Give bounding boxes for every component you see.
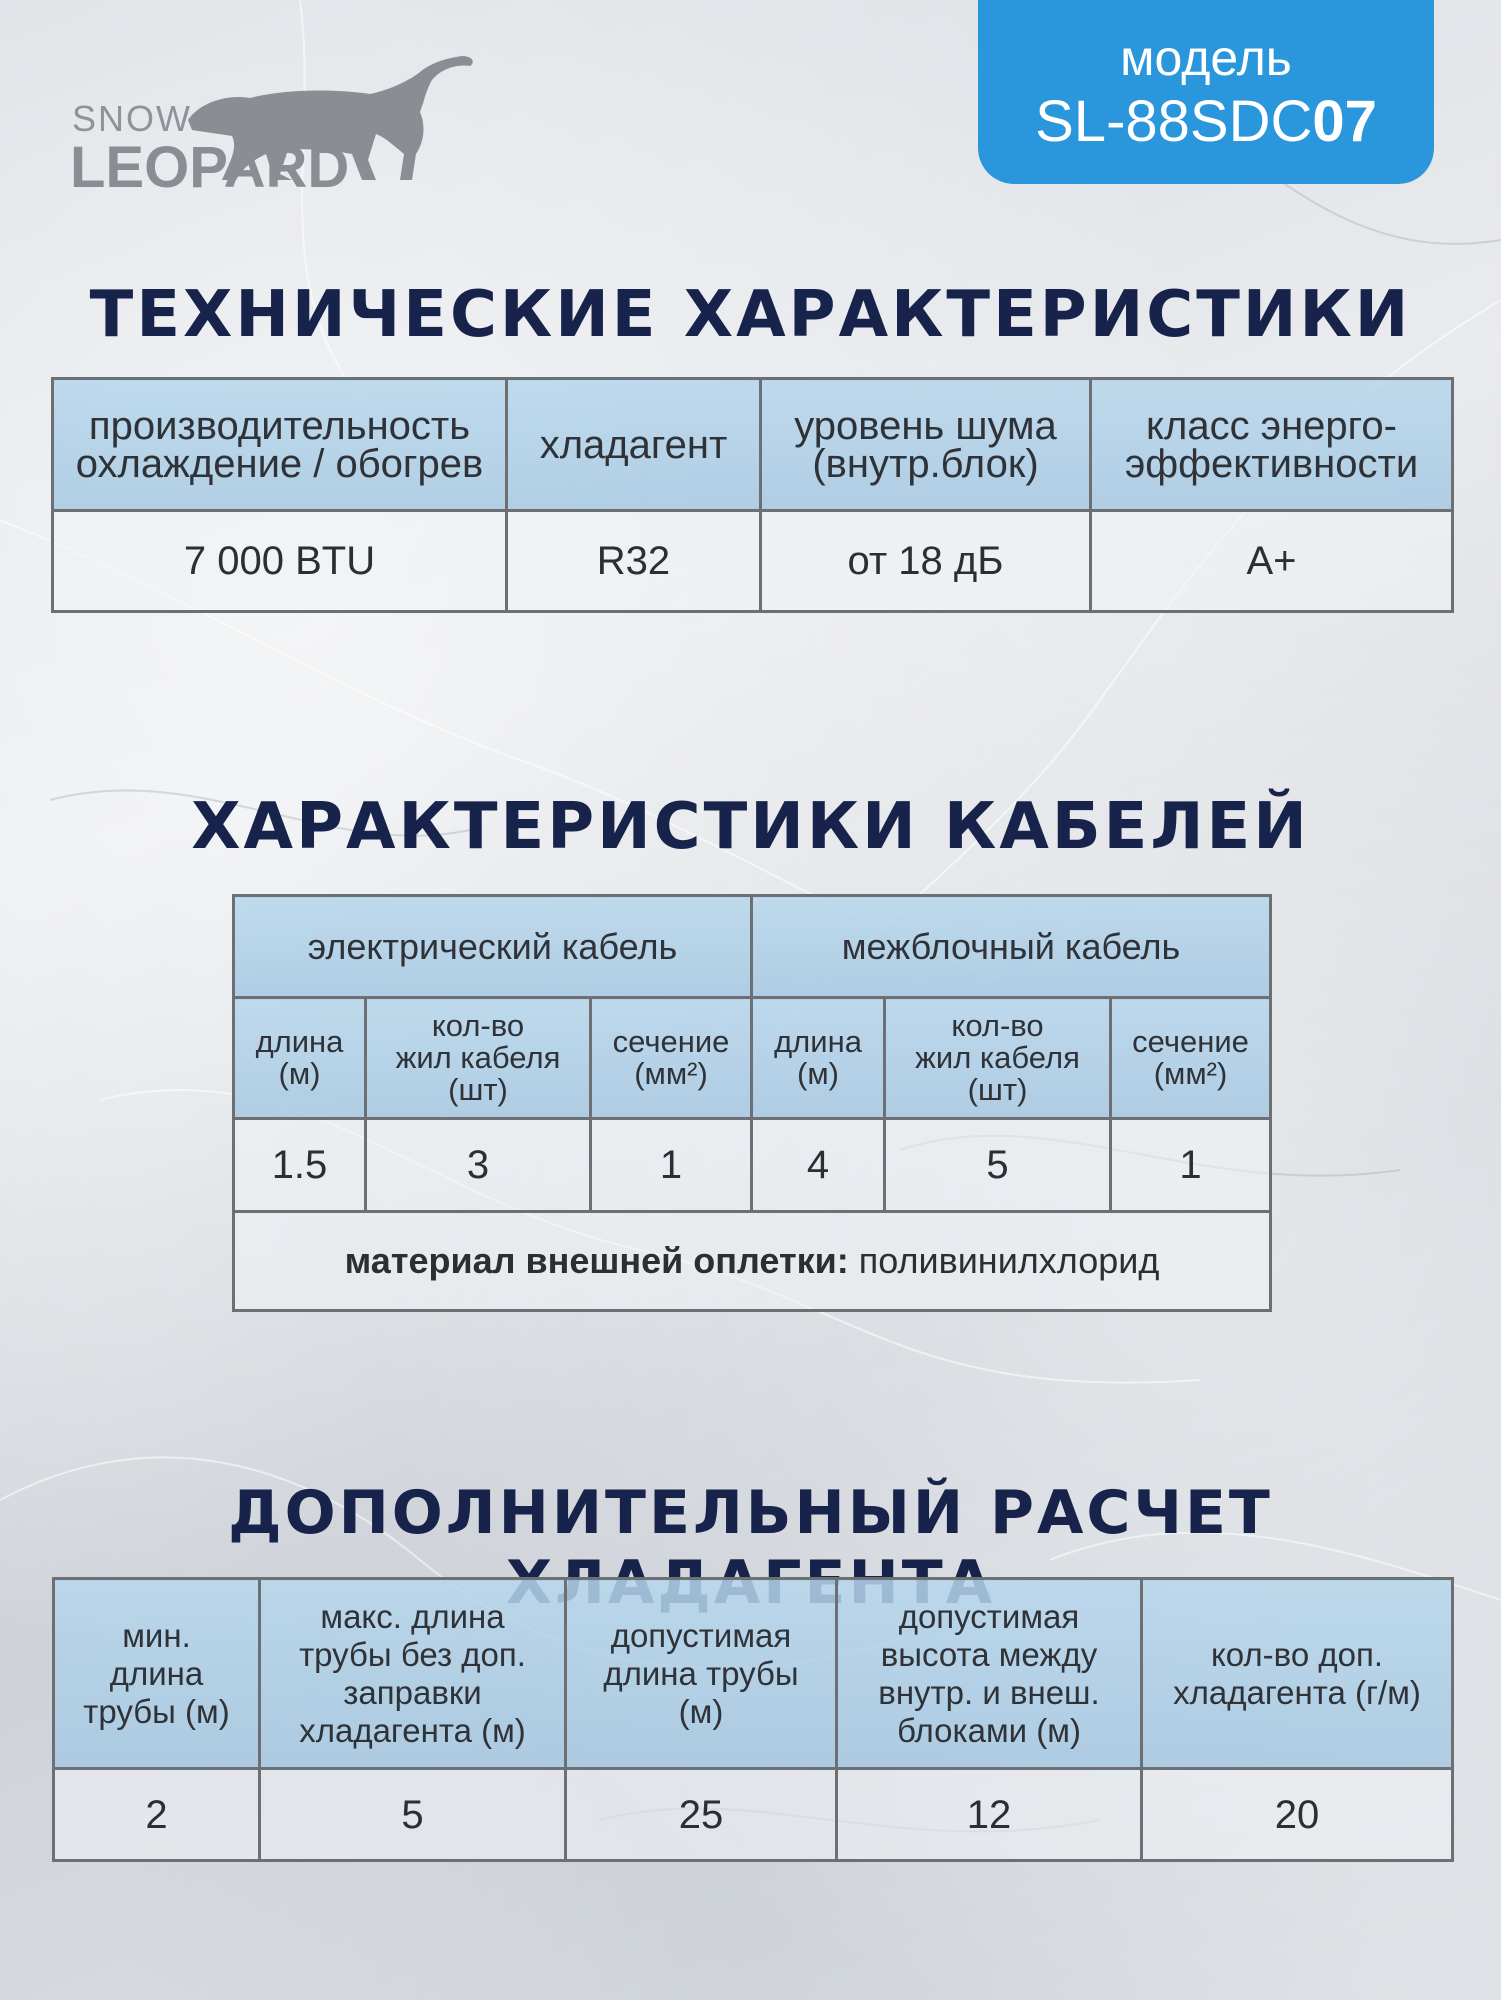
specs-value-capacity: 7 000 BTU bbox=[53, 511, 507, 612]
refrigerant-header-max-length-no-charge: макс. длина трубы без доп. заправки хладагента (м) bbox=[260, 1579, 566, 1769]
specs-header-refrigerant: хладагент bbox=[507, 379, 761, 511]
cables-value-cores-2: 5 bbox=[885, 1119, 1111, 1212]
cables-sub-cores-1: кол-во жил кабеля (шт) bbox=[366, 998, 591, 1119]
refrigerant-value-max-length-no-charge: 5 bbox=[260, 1769, 566, 1861]
cables-sheath-note bbox=[234, 1212, 1271, 1311]
cables-value-cores-1: 3 bbox=[366, 1119, 591, 1212]
cables-title: ХАРАКТЕРИСТИКИ КАБЕЛЕЙ bbox=[191, 790, 1310, 864]
specs-table bbox=[51, 377, 1454, 613]
refrigerant-value-allowed-length: 25 bbox=[566, 1769, 837, 1861]
specs-value-refrigerant: R32 bbox=[507, 511, 761, 612]
cables-group-interblock: межблочный кабель bbox=[752, 896, 1271, 998]
logo-text-leopard: LEOPARD bbox=[70, 135, 350, 200]
refrigerant-header-allowed-height: допустимая высота между внутр. и внеш. блоками (м) bbox=[837, 1579, 1142, 1769]
cables-group-electric: электрический кабель bbox=[234, 896, 752, 998]
refrigerant-value-extra-charge: 20 bbox=[1142, 1769, 1453, 1861]
logo-text-snow: SNOW bbox=[72, 98, 192, 139]
specs-title: ТЕХНИЧЕСКИЕ ХАРАКТЕРИСТИКИ bbox=[89, 278, 1412, 352]
cables-sub-length-2: длина (м) bbox=[752, 998, 885, 1119]
cables-sub-section-2: сечение (мм²) bbox=[1111, 998, 1271, 1119]
model-code-suffix: 07 bbox=[1312, 89, 1377, 154]
cables-value-section-2: 1 bbox=[1111, 1119, 1271, 1212]
refrigerant-table bbox=[52, 1577, 1454, 1862]
refrigerant-header-allowed-length: допустимая длина трубы (м) bbox=[566, 1579, 837, 1769]
model-code bbox=[978, 90, 1434, 154]
specs-value-noise: от 18 дБ bbox=[761, 511, 1091, 612]
model-code-prefix: SL-88SDC bbox=[1035, 89, 1313, 154]
refrigerant-header-min-length: мин. длина трубы (м) bbox=[54, 1579, 260, 1769]
cables-value-section-1: 1 bbox=[591, 1119, 752, 1212]
cables-sub-length-1: длина (м) bbox=[234, 998, 366, 1119]
refrigerant-value-allowed-height: 12 bbox=[837, 1769, 1142, 1861]
specs-header-energy-class: класс энерго- эффективности bbox=[1091, 379, 1453, 511]
model-label: модель bbox=[1120, 30, 1292, 86]
cables-table bbox=[232, 894, 1272, 1312]
cables-note-value: поливинилхлорид bbox=[848, 1240, 1160, 1282]
brand-logo bbox=[60, 50, 400, 200]
refrigerant-value-min-length: 2 bbox=[54, 1769, 260, 1861]
specs-header-noise: уровень шума (внутр.блок) bbox=[761, 379, 1091, 511]
cables-value-length-2: 4 bbox=[752, 1119, 885, 1212]
cables-sub-section-1: сечение (мм²) bbox=[591, 998, 752, 1119]
cables-value-length-1: 1.5 bbox=[234, 1119, 366, 1212]
refrigerant-title: ДОПОЛНИТЕЛЬНЫЙ РАСЧЕТ bbox=[228, 1478, 1273, 1548]
cables-note-label: материал внешней оплетки: bbox=[344, 1240, 849, 1282]
specs-header-capacity: производительность охлаждение / обогрев bbox=[53, 379, 507, 511]
refrigerant-header-extra-charge: кол-во доп. хладагента (г/м) bbox=[1142, 1579, 1453, 1769]
model-badge bbox=[978, 0, 1434, 184]
specs-value-energy-class: A+ bbox=[1091, 511, 1453, 612]
cables-sub-cores-2: кол-во жил кабеля (шт) bbox=[885, 998, 1111, 1119]
